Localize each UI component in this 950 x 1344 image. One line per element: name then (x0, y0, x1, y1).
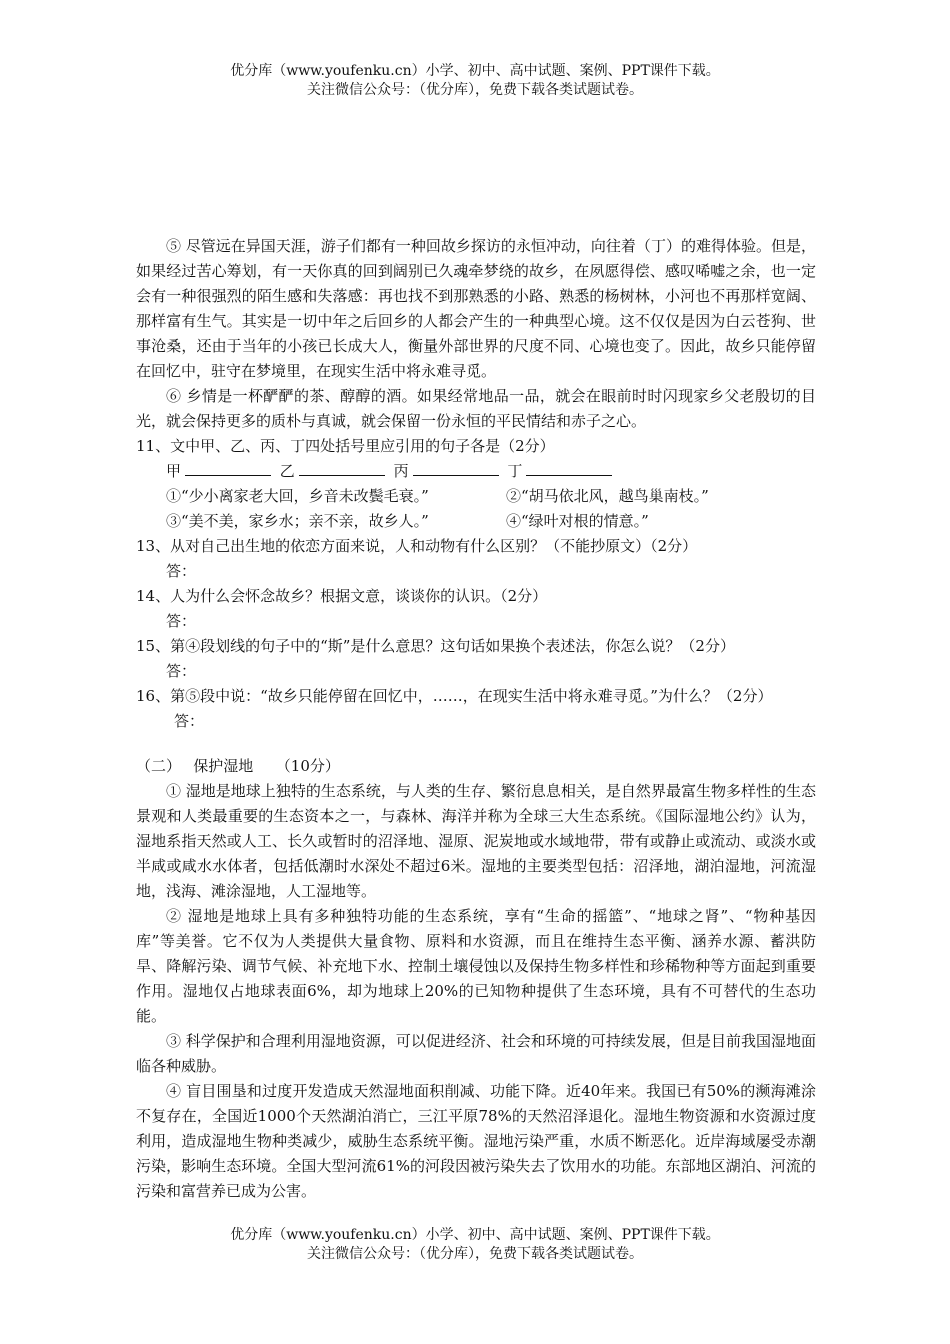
header-line-2: 关注微信公众号：（优分库），免费下载各类试题试卷。 (307, 82, 643, 98)
q11-options-row-1 (136, 484, 816, 509)
footer-line-2: 关注微信公众号：（优分库），免费下载各类试题试卷。 (307, 1246, 643, 1262)
question-13: 13、从对自己出生地的依恋方面来说，人和动物有什么区别？（不能抄原文）（2分） (136, 537, 698, 555)
wetland-paragraph-3: ③ 科学保护和合理利用湿地资源，可以促进经济、社会和环境的可持续发展，但是目前我国湿地面临各种威胁。 (136, 1032, 816, 1075)
wetland-paragraph-2: ② 湿地是地球上具有多种独特功能的生态系统，享有“生命的摇篮”、“地球之肾”、“物种基因库”等美誉。它不仅为人类提供大量食物、原料和水资源，而且在维持生态平衡、涵养水源、蓄洪防旱、降解污染、调节气候、补充地下水、控制土壤侵蚀以及保持生物多样性和珍稀物种等方面起到重要作用。湿地仅占地球表面6%，却为地球上20%的已知物种提供了生态环境，具有不可替代的生态功能。 (136, 907, 816, 1025)
section-title: （二） 保护湿地 （10分） (136, 757, 340, 775)
q11-blanks (136, 459, 816, 484)
blank-label-ding: 丁 (507, 462, 523, 480)
question-15: 15、第④段划线的句子中的“斯”是什么意思？这句话如果换个表述法，你怎么说？（2分） (136, 637, 735, 655)
paragraph-5: ⑤ 尽管远在异国天涯，游子们都有一种回故乡探访的永恒冲动，向往着（丁）的难得体验。但是，如果经过苦心筹划，有一天你真的回到阔别已久魂牵梦绕的故乡，在夙愿得偿、感叹唏嘘之余，也一定会有一种很强烈的陌生感和失落感：再也找不到那熟悉的小路、熟悉的杨树林，小河也不再那样宽阔、那样富有生气。其实是一切中年之后回乡的人都会产生的一种典型心境。这不仅仅是因为白云苍狗、世事沧桑，还由于当年的小孩已长成大人，衡量外部世界的尺度不同、心境也变了。因此，故乡只能停留在回忆中，驻守在梦境里，在现实生活中将永难寻觅。 (136, 237, 816, 380)
footer-line-1: 优分库（www.youfenku.cn）小学、初中、高中试题、案例、PPT课件下载。 (230, 1227, 720, 1243)
blank-yi[interactable] (299, 461, 385, 476)
option-1: ①“少小离家老大回，乡音未改鬓毛衰。” (166, 487, 429, 505)
question-16: 16、第⑤段中说：“故乡只能停留在回忆中，……，在现实生活中将永难寻觅。”为什么？（2分） (136, 687, 773, 705)
blank-bing[interactable] (413, 461, 499, 476)
answer-15[interactable]: 答： (166, 662, 197, 680)
answer-14[interactable]: 答： (166, 612, 197, 630)
option-2: ②“胡马依北风，越鸟巢南枝。” (506, 487, 709, 505)
wetland-paragraph-1: ① 湿地是地球上独特的生态系统，与人类的生存、繁衍息息相关，是自然界最富生物多样性的生态景观和人类最重要的生态资本之一，与森林、海洋并称为全球三大生态系统。《国际湿地公约》认为，湿地系指天然或人工、长久或暂时的沼泽地、湿原、泥炭地或水域地带，带有或静止或流动、或淡水或半咸或咸水水体者，包括低潮时水深处不超过6米。湿地的主要类型包括：沼泽地，湖泊湿地，河流湿地，浅海、滩涂湿地，人工湿地等。 (136, 782, 816, 900)
wetland-paragraph-4: ④ 盲目围垦和过度开发造成天然湿地面积削减、功能下降。近40年来。我国已有50%的濒海滩涂不复存在，全国近1000个天然湖泊消亡，三江平原78%的天然沼泽退化。湿地生物资源和水资源过度利用，造成湿地生物种类减少，威胁生态系统平衡。湿地污染严重，水质不断恶化。近岸海域屡受赤潮污染，影响生态环境。全国大型河流61%的河段因被污染失去了饮用水的功能。东部地区湖泊、河流的污染和富营养已成为公害。 (136, 1082, 816, 1200)
answer-13[interactable]: 答： (166, 562, 197, 580)
page-footer (0, 1226, 950, 1264)
blank-label-yi: 乙 (279, 462, 295, 480)
header-line-1: 优分库（www.youfenku.cn）小学、初中、高中试题、案例、PPT课件下载。 (230, 63, 720, 79)
blank-jia[interactable] (185, 461, 271, 476)
question-14: 14、人为什么会怀念故乡？根据文意，谈谈你的认识。（2分） (136, 587, 548, 605)
blank-label-bing: 丙 (393, 462, 409, 480)
page-header-top (0, 62, 950, 100)
option-3: ③“美不美，家乡水；亲不亲，故乡人。” (166, 512, 429, 530)
blank-label-jia: 甲 (166, 462, 182, 480)
question-11: 11、文中甲、乙、丙、丁四处括号里应引用的句子各是（2分） (136, 437, 555, 455)
answer-16[interactable]: 答： (174, 712, 205, 730)
paragraph-6: ⑥ 乡情是一杯酽酽的茶、醇醇的酒。如果经常地品一品，就会在眼前时时闪现家乡父老殷切的目光，就会保持更多的质朴与真诚，就会保留一份永恒的平民情结和赤子之心。 (136, 387, 816, 430)
option-4: ④“绿叶对根的情意。” (506, 512, 649, 530)
document-body (136, 234, 816, 1204)
q11-options-row-2 (136, 509, 816, 534)
blank-ding[interactable] (526, 461, 612, 476)
